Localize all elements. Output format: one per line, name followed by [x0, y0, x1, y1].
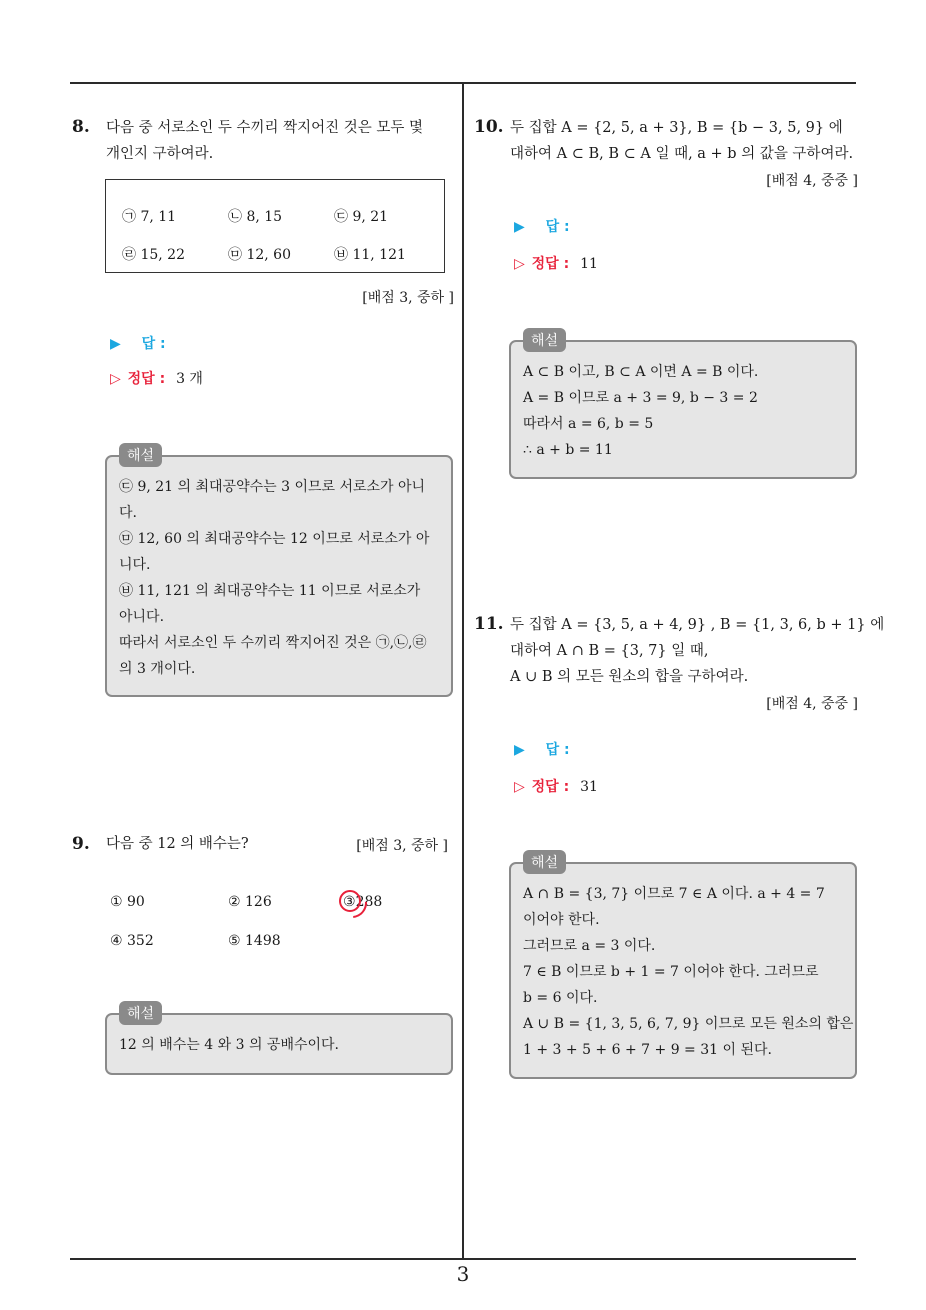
- solution-line: 아니다.: [119, 609, 165, 625]
- solution-line: A = B 이므로 a + 3 = 9, b − 3 = 2: [523, 390, 758, 406]
- question-10-text-line: 두 집합 A = {2, 5, a + 3}, B = {b − 3, 5, 9} 에: [510, 120, 843, 136]
- solution-tag: 해설: [523, 328, 566, 352]
- question-8-number: 8.: [72, 117, 90, 137]
- answer-label: 답 :: [545, 219, 570, 235]
- correct-value: 31: [580, 779, 598, 795]
- question-8-score: [배점 3, 중하 ]: [362, 290, 454, 306]
- question-9-score: [배점 3, 중하 ]: [356, 838, 448, 854]
- play-icon: ▶: [514, 219, 525, 235]
- question-11-text-line: 두 집합 A = {3, 5, a + 4, 9} , B = {1, 3, 6, b + 1} 에: [510, 617, 885, 633]
- question-8-solution: [105, 448, 453, 697]
- solution-line: 이어야 한다.: [523, 912, 600, 928]
- answer-label: 답 :: [141, 336, 166, 352]
- solution-line: 니다.: [119, 557, 151, 573]
- question-10-correct-row: [514, 253, 598, 273]
- choice-2: ② 126: [228, 894, 272, 910]
- choice-giyeok: ㉠ 7, 11: [122, 209, 177, 225]
- question-10-text-line: 대하여 A ⊂ B, B ⊂ A 일 때, a + b 의 값을 구하여라.: [510, 146, 854, 162]
- page-number: 3: [456, 1262, 470, 1286]
- choice-digeut: ㉢ 9, 21: [334, 209, 389, 225]
- solution-line: 1 + 3 + 5 + 6 + 7 + 9 = 31 이 된다.: [523, 1042, 772, 1058]
- correct-value: 11: [580, 256, 598, 272]
- solution-line: 다.: [119, 505, 137, 521]
- solution-line: b = 6 이다.: [523, 990, 598, 1006]
- correct-value: 3 개: [176, 371, 203, 387]
- solution-line: 7 ∈ B 이므로 b + 1 = 7 이어야 한다. 그러므로: [523, 964, 819, 980]
- solution-tag: 해설: [119, 1001, 162, 1025]
- question-11-number: 11.: [474, 614, 504, 634]
- question-10-score: [배점 4, 중중 ]: [766, 173, 858, 189]
- choice-bieup: ㉥ 11, 121: [334, 247, 406, 263]
- solution-line: 따라서 서로소인 두 수끼리 짝지어진 것은 ㉠,㉡,㉣: [119, 635, 427, 651]
- column-divider: [462, 82, 464, 1260]
- choice-4: ④ 352: [110, 933, 154, 949]
- question-11-answer-row: [514, 739, 570, 759]
- question-8-choice-box: [105, 179, 445, 273]
- solution-line: A ⊂ B 이고, B ⊂ A 이면 A = B 이다.: [523, 364, 759, 380]
- question-9-solution: [105, 1006, 453, 1075]
- solution-line: 그러므로 a = 3 이다.: [523, 938, 656, 954]
- bottom-rule: [70, 1258, 856, 1260]
- question-11-text-line: A ∪ B 의 모든 원소의 합을 구하여라.: [510, 669, 749, 685]
- correct-label: 정답 :: [531, 256, 570, 272]
- outline-play-icon: ▷: [514, 256, 525, 272]
- solution-line: ∴ a + b = 11: [523, 442, 613, 458]
- choice-3-value: 288: [355, 894, 383, 910]
- question-9-text: 다음 중 12 의 배수는?: [106, 836, 249, 852]
- question-10-number: 10.: [474, 117, 504, 137]
- choice-1: ① 90: [110, 894, 145, 910]
- choice-3-marker: ③: [343, 894, 356, 910]
- question-9-number: 9.: [72, 834, 90, 854]
- question-11-score: [배점 4, 중중 ]: [766, 696, 858, 712]
- choice-rieul: ㉣ 15, 22: [122, 247, 185, 263]
- outline-play-icon: ▷: [110, 371, 121, 387]
- solution-tag: 해설: [119, 443, 162, 467]
- question-10-solution: [509, 333, 857, 479]
- play-icon: ▶: [514, 742, 525, 758]
- choice-nieun: ㉡ 8, 15: [228, 209, 283, 225]
- question-8-text-line: 개인지 구하여라.: [106, 146, 214, 162]
- question-10-answer-row: [514, 216, 570, 236]
- question-11-text-line: 대하여 A ∩ B = {3, 7} 일 때,: [510, 643, 709, 659]
- solution-line: 의 3 개이다.: [119, 661, 196, 677]
- question-8-answer-row: [110, 333, 166, 353]
- correct-label: 정답 :: [531, 779, 570, 795]
- solution-line: A ∩ B = {3, 7} 이므로 7 ∈ A 이다. a + 4 = 7: [523, 886, 825, 902]
- question-8-text-line: 다음 중 서로소인 두 수끼리 짝지어진 것은 모두 몇: [106, 120, 424, 136]
- solution-line: ㉥ 11, 121 의 최대공약수는 11 이므로 서로소가: [119, 583, 421, 599]
- choice-5: ⑤ 1498: [228, 933, 281, 949]
- solution-tag: 해설: [523, 850, 566, 874]
- play-icon: ▶: [110, 336, 121, 352]
- solution-line: ㉤ 12, 60 의 최대공약수는 12 이므로 서로소가 아: [119, 531, 430, 547]
- choice-mieum: ㉤ 12, 60: [228, 247, 291, 263]
- correct-label: 정답 :: [127, 371, 166, 387]
- question-8-correct-row: [110, 368, 203, 388]
- answer-circle-mark: [339, 890, 361, 912]
- solution-line: ㉢ 9, 21 의 최대공약수는 3 이므로 서로소가 아니: [119, 479, 426, 495]
- solution-line: 따라서 a = 6, b = 5: [523, 416, 654, 432]
- answer-label: 답 :: [545, 742, 570, 758]
- solution-line: 12 의 배수는 4 와 3 의 공배수이다.: [119, 1037, 339, 1053]
- outline-play-icon: ▷: [514, 779, 525, 795]
- solution-line: A ∪ B = {1, 3, 5, 6, 7, 9} 이므로 모든 원소의 합은: [523, 1016, 854, 1032]
- question-11-correct-row: [514, 776, 598, 796]
- question-11-solution: [509, 855, 857, 1079]
